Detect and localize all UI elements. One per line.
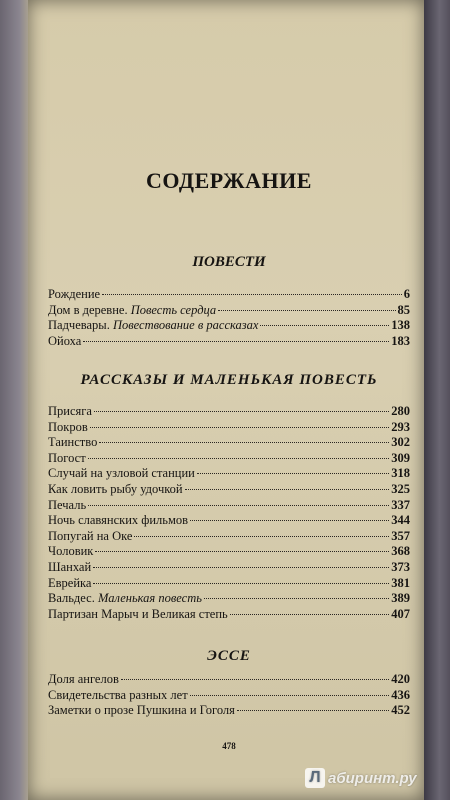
toc-entry-page: 407: [391, 606, 410, 621]
entry-title-text: Дом в деревне.: [48, 302, 131, 317]
toc-entry-page: 6: [403, 287, 410, 301]
book-spine-shadow: [0, 0, 28, 800]
entry-title-text: Заметки о прозе Пушкина и Гоголя: [48, 703, 235, 718]
entry-subtitle-text: Повесть сердца: [130, 302, 217, 317]
labirint-watermark: [305, 765, 417, 791]
dot-leader: [88, 505, 389, 506]
toc-entry-page: 368: [391, 544, 410, 559]
toc-entry-page: 337: [391, 497, 410, 512]
toc-entry-title: [48, 591, 202, 607]
toc-entry-page: 183: [391, 333, 410, 348]
dot-leader: [134, 536, 389, 537]
entry-title-text: Попугай на Оке: [48, 528, 133, 543]
toc-entry: [48, 303, 410, 319]
toc-entry-page: 293: [391, 419, 410, 434]
toc-entry-page: 280: [391, 404, 410, 418]
toc-entry-page: 452: [391, 703, 410, 718]
entry-title-text: Падчевары.: [48, 318, 113, 333]
page-title: СОДЕРЖАНИЕ: [146, 168, 312, 193]
entry-title-text: Случай на узловой станции: [48, 466, 195, 481]
dot-leader: [197, 473, 389, 474]
dot-leader: [83, 341, 389, 342]
toc-entry-title: [48, 576, 91, 592]
section-heading-esse: ЭССЕ: [207, 648, 251, 664]
toc-list-esse: [48, 672, 410, 719]
dot-leader: [90, 427, 389, 428]
toc-entry-title: [48, 529, 132, 545]
section-heading-rasskazy: РАССКАЗЫ И МАЛЕНЬКАЯ ПОВЕСТЬ: [80, 372, 378, 388]
dot-leader: [190, 695, 390, 696]
toc-entry: [48, 451, 410, 467]
dot-leader: [260, 325, 389, 326]
toc-entry: [48, 591, 410, 607]
entry-title-text: Вальдес.: [48, 591, 98, 606]
toc-entry: [48, 703, 410, 719]
book-edge-shadow: [424, 0, 450, 800]
toc-entry-page: 302: [391, 435, 410, 450]
entry-title-text: Печаль: [48, 497, 87, 512]
toc-entry: [48, 466, 410, 482]
toc-entry-title: [48, 318, 258, 334]
toc-entry: [48, 688, 410, 704]
toc-entry-title: [48, 688, 188, 704]
toc-entry-page: 318: [391, 466, 410, 481]
toc-entry: [48, 318, 410, 334]
entry-title-text: Погост: [48, 450, 86, 465]
dot-leader: [121, 679, 389, 680]
entry-subtitle-text: Повествование в рассказах: [112, 318, 259, 333]
toc-entry-title: [48, 672, 119, 688]
labirint-logo-icon: Л: [305, 768, 325, 788]
toc-entry-page: 357: [391, 528, 410, 543]
dot-leader: [95, 551, 389, 552]
toc-entry-title: [48, 287, 100, 303]
toc-entry: [48, 560, 410, 576]
dot-leader: [218, 310, 395, 311]
toc-entry-title: [48, 435, 97, 451]
entry-title-text: Еврейка: [48, 575, 92, 590]
toc-entry-page: 436: [391, 687, 410, 702]
toc-entry: [48, 482, 410, 498]
entry-title-text: Доля ангелов: [48, 672, 119, 686]
toc-entry: [48, 576, 410, 592]
entry-title-text: Присяга: [48, 404, 92, 418]
toc-entry: [48, 420, 410, 436]
toc-entry-page: 344: [391, 513, 410, 528]
toc-entry: [48, 672, 410, 688]
toc-list-rasskazy: [48, 404, 410, 622]
entry-title-text: Таинство: [48, 435, 98, 450]
entry-title-text: Рождение: [48, 287, 101, 301]
watermark-text: абиринт.ру: [328, 769, 417, 787]
dot-leader: [93, 583, 389, 584]
toc-entry-page: 420: [391, 672, 410, 686]
dot-leader: [190, 520, 389, 521]
toc-entry-title: [48, 498, 86, 514]
entry-title-text: Партизан Марыч и Великая степь: [48, 606, 228, 621]
toc-entry-page: 309: [391, 450, 410, 465]
entry-subtitle-text: Маленькая повесть: [97, 591, 202, 606]
toc-list-povesti: [48, 287, 410, 349]
dot-leader: [93, 567, 389, 568]
toc-entry-title: [48, 482, 183, 498]
entry-title-text: Покров: [48, 419, 88, 434]
toc-entry-title: [48, 451, 86, 467]
table-of-contents: [48, 0, 410, 800]
toc-entry-page: 138: [391, 318, 410, 333]
toc-entry-page: 389: [391, 591, 410, 606]
toc-entry-page: 381: [391, 575, 410, 590]
toc-entry-title: [48, 544, 93, 560]
entry-title-text: Как ловить рыбу удочкой: [48, 481, 183, 496]
toc-entry-title: [48, 560, 91, 576]
toc-entry-title: [48, 607, 228, 623]
toc-entry: [48, 544, 410, 560]
toc-entry-title: [48, 513, 188, 529]
dot-leader: [185, 489, 390, 490]
section-heading-povesti: ПОВЕСТИ: [192, 254, 266, 270]
toc-entry-page: 325: [391, 481, 410, 496]
toc-entry: [48, 287, 410, 303]
toc-entry-title: [48, 466, 195, 482]
toc-entry: [48, 513, 410, 529]
entry-title-text: Шанхай: [48, 559, 92, 574]
entry-title-text: Чоловик: [48, 544, 94, 559]
toc-entry-title: [48, 420, 88, 436]
toc-entry-title: [48, 303, 216, 319]
toc-entry-page: 373: [391, 559, 410, 574]
toc-entry: [48, 529, 410, 545]
dot-leader: [237, 710, 389, 711]
dot-leader: [88, 458, 390, 459]
entry-title-text: Свидетельства разных лет: [48, 687, 188, 702]
entry-title-text: Ночь славянских фильмов: [48, 513, 189, 528]
toc-entry-title: [48, 404, 92, 420]
dot-leader: [94, 411, 389, 412]
toc-entry: [48, 404, 410, 420]
toc-entry: [48, 435, 410, 451]
toc-entry: [48, 607, 410, 623]
dot-leader: [99, 442, 389, 443]
toc-entry: [48, 334, 410, 350]
dot-leader: [102, 294, 402, 295]
toc-entry-title: [48, 334, 81, 350]
entry-title-text: Ойоха: [48, 333, 82, 348]
dot-leader: [230, 614, 390, 615]
dot-leader: [204, 598, 389, 599]
toc-entry-title: [48, 703, 235, 719]
page-number: 478: [222, 741, 236, 751]
toc-entry: [48, 498, 410, 514]
toc-entry-page: 85: [397, 302, 410, 317]
